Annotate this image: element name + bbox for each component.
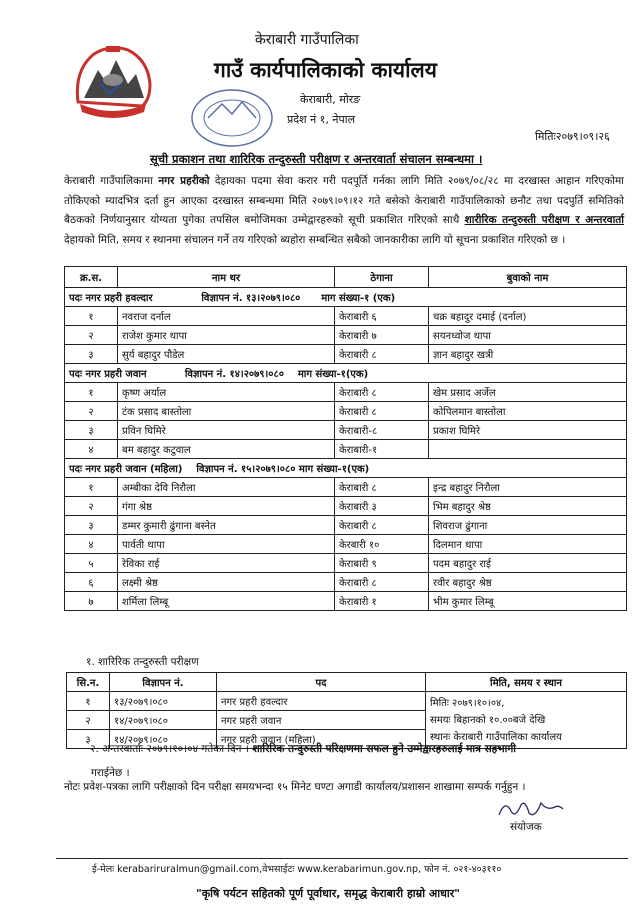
cell-serial: ५ [65,554,118,573]
cell-serial: ४ [65,535,118,554]
section-title: पदः नगर प्रहरी जवान (महिला) विज्ञापन नं. १५।२०७९।०८० माग संख्या-१(एक) [65,459,627,478]
cell-address: केराबारी-१ [335,440,429,459]
notice-date: मितिः२०७९।०९।२६ [535,130,610,143]
interview-line-2: गराईनेछ । [91,767,130,779]
cell-father: ज्ञान बहादुर खत्री [429,345,627,364]
table-row [65,573,627,592]
schedule-place: स्थानः केराबारी गाउँपालिका कार्यालय [430,732,562,743]
col-address: ठेगाना [335,267,429,288]
cell-ad-no: १३/२०७९।०८० [110,692,217,711]
table-row [65,516,627,535]
cell-address: केराबारी ३ [335,497,429,516]
cell-name: डम्मर कुमारी ढुंगाना बस्नेत [118,516,335,535]
section-row [65,288,627,307]
candidates-table [64,266,627,611]
table-row [65,592,627,611]
cell-post: नगर प्रहरी जवान (महिला) [217,730,426,749]
schedule-time: समयः बिहानको १०.००बजे देखि [430,715,546,726]
cell-name: लक्ष्मी श्रेष्ठ [118,573,335,592]
cell-address: केराबारी ७ [335,326,429,345]
section-title: पदः नगर प्रहरी जवान विज्ञापन नं. १४।२०७९।०८० माग संख्या-१(एक) [65,364,627,383]
footer-motto: "कृषि पर्यटन सहितको पूर्ण पूर्वाधार, समृद्ध केराबारी हाम्रो आधार" [196,887,460,900]
table-row [65,497,627,516]
table-row [65,326,627,345]
admit-card-note: नोटः प्रवेश-पत्रका लागि परीक्षाको दिन परीक्षा समयभन्दा १५ मिनेट घण्टा अगाडी कार्यालय/प्रशासन शाखामा सम्पर्क गर्नुहुन । [64,781,526,793]
cell-father: चक्र बहादुर दमाई (दर्नाल) [429,307,627,326]
cell-name: अम्बीका देवि निरौला [118,478,335,497]
signer-title: संयोजक [510,821,542,833]
cell-serial: ६ [65,573,118,592]
para-text-3: देहायको मिति, समय र स्थानमा संचालन गर्ने तय गरिएको ब्यहोरा सम्बन्धित सबैको जानकारीका लागि यो सूचना प्रकाशित गरिएको छ । [64,233,566,246]
table-row [65,478,627,497]
cell-father: प्रकाश घिमिरे [429,421,627,440]
para-text-1: केराबारी गाउँपालिकामा [64,175,159,187]
cell-name: प्रविन घिमिरे [118,421,335,440]
cell-address: केराबारी १ [335,592,429,611]
cell-name: गंगा श्रेष्ठ [118,497,335,516]
para-underlined-exam: शारीरिक तन्दुरुस्ती परीक्षण र अन्तरवार्ता [464,214,625,226]
cell-address: केराबारी ८ [335,383,429,402]
table-row [67,692,627,711]
office-place: केराबारी, मोरङ [300,93,361,106]
table-row [65,554,627,573]
notice-paragraph [64,172,624,250]
cell-address: केराबारी ८ [335,516,429,535]
cell-sn: ३ [67,730,110,749]
cell-serial: १ [65,383,118,402]
cell-ad-no: १४/२०७९।०८० [110,730,217,749]
para-text-2: देहायका पदमा सेवा करार गरी पदपूर्ति गर्नका लागि मिति २०७९/०८/२८ मा दरखास्त आहान गरिएकोमा तोकिएको म्यादभित्र दर्ता हुन आएका दरखास्त सम्बन्धमा मिति २०७९।०९।१२ गते बसेको केराबारी गाउँपालिकाको छनौट तथा पदपुर्ति समितिको बैठकको निर्णयानुसार योग्यता पुगेका तपसिल बमोजिमका उम्मेद्वारहरुको सूची प्रकाशित गरिएको साथै [64,175,625,226]
interview-date: २. अन्तरवार्ताः २०७९।१०।०४ गतेका दिन । [90,743,249,755]
cell-father: रवीर बहादुर श्रेष्ठ [429,573,627,592]
col-sn: सि.न. [67,673,110,692]
table-row [65,307,627,326]
cell-father: भिम बहादुर श्रेष्ठ [429,497,627,516]
cell-name: टंक प्रसाद बास्तोला [118,402,335,421]
cell-address: केराबारी ९ [335,554,429,573]
cell-father [429,440,627,459]
interview-line [90,742,516,756]
cell-serial: २ [65,326,118,345]
signature [495,797,565,821]
col-schedule: मिति, समय र स्थान [426,673,627,692]
cell-address: केराबारी ६ [335,307,429,326]
schedule-date: मितिः २०७९।१०।०४, [430,698,505,709]
physical-test-header [67,673,627,692]
table-row [65,535,627,554]
section-title: पदः नगर प्रहरी हवल्दार विज्ञापन नं. १३।२०७९।०८० माग संख्या-१ (एक) [65,288,627,307]
cell-serial: १ [65,478,118,497]
table-row [65,440,627,459]
col-ad-no: विज्ञापन नं. [110,673,217,692]
physical-test-heading: १. शारिरिक तन्दुरुस्ती परीक्षण [86,656,199,668]
col-father: बुवाको नाम [429,267,627,288]
section-row [65,364,627,383]
cell-serial: १ [65,307,118,326]
office-province: प्रदेश नं १, नेपाल [287,113,356,126]
cell-address: केराबारी-८ [335,421,429,440]
para-bold-police: नगर प्रहरीको [158,175,210,187]
cell-serial: ३ [65,345,118,364]
office-stamp [186,86,278,150]
cell-name: कृष्ण अर्याल [118,383,335,402]
cell-address: केराबारी ८ [335,478,429,497]
cell-name: राजेश कुमार थापा [118,326,335,345]
cell-serial: २ [65,497,118,516]
cell-father: इन्द्र बहादुर निरौला [429,478,627,497]
cell-name: नवराज दर्नाल [118,307,335,326]
office-name: गाउँ कार्यपालिकाको कार्यालय [214,58,437,82]
cell-sn: १ [67,692,110,711]
cell-ad-no: १४/२०७९।०८० [110,711,217,730]
section-row [65,459,627,478]
cell-name: पार्वती थापा [118,535,335,554]
table-row [65,383,627,402]
cell-name: सुर्य बहादुर पौडेल [118,345,335,364]
cell-schedule [426,692,627,749]
cell-father: खेम प्रसाद अर्जेल [429,383,627,402]
col-serial: क्र.स. [65,267,118,288]
col-name: नाम थर [118,267,335,288]
cell-father: भीम कुमार लिम्बू [429,592,627,611]
notice-subject: सूची प्रकाशन तथा शारिरिक तन्दुरुस्ती परीक्षण र अन्तरवार्ता संचालन सम्बन्धमा । [150,152,483,166]
cell-post: नगर प्रहरी हवल्दार [217,692,426,711]
cell-father: सयनध्वोज थापा [429,326,627,345]
cell-serial: ७ [65,592,118,611]
col-post: पद [217,673,426,692]
table-row [65,402,627,421]
table-row [65,345,627,364]
cell-name: शर्मिला लिम्बू [118,592,335,611]
footer-divider [56,858,628,859]
footer-contact: ई-मेलः kerabariruralmun@gmail.com,वेभसाईटः www.kerabarimun.gov.np, फोन नं. ०२१-४०३११० [92,864,502,875]
table-row [65,421,627,440]
candidates-table-header [65,267,627,288]
cell-address: केरबारी १० [335,535,429,554]
cell-father: दिलमान थापा [429,535,627,554]
cell-father: शिवराज ढुंगाना [429,516,627,535]
cell-post: नगर प्रहरी जवान [217,711,426,730]
cell-serial: २ [65,402,118,421]
nepal-emblem-logo [70,40,156,120]
cell-serial: ३ [65,516,118,535]
cell-serial: ४ [65,440,118,459]
cell-father: पदम बहादुर राई [429,554,627,573]
cell-father: कोपिलमान बास्तोला [429,402,627,421]
cell-address: केराबारी ८ [335,573,429,592]
physical-test-table [66,672,627,749]
interview-condition: शारिरिक तन्दुरुस्ती परिक्षणमा सफल हुने उम्मेद्वारहरुलाई मात्र सहभागी [248,743,516,755]
cell-address: केराबारी ८ [335,402,429,421]
cell-sn: २ [67,711,110,730]
municipality-name: केराबारी गाउँपालिका [255,32,359,48]
cell-serial: ३ [65,421,118,440]
cell-name: बम बहादुर कटुवाल [118,440,335,459]
cell-name: रेविका राई [118,554,335,573]
cell-address: केराबारी ८ [335,345,429,364]
